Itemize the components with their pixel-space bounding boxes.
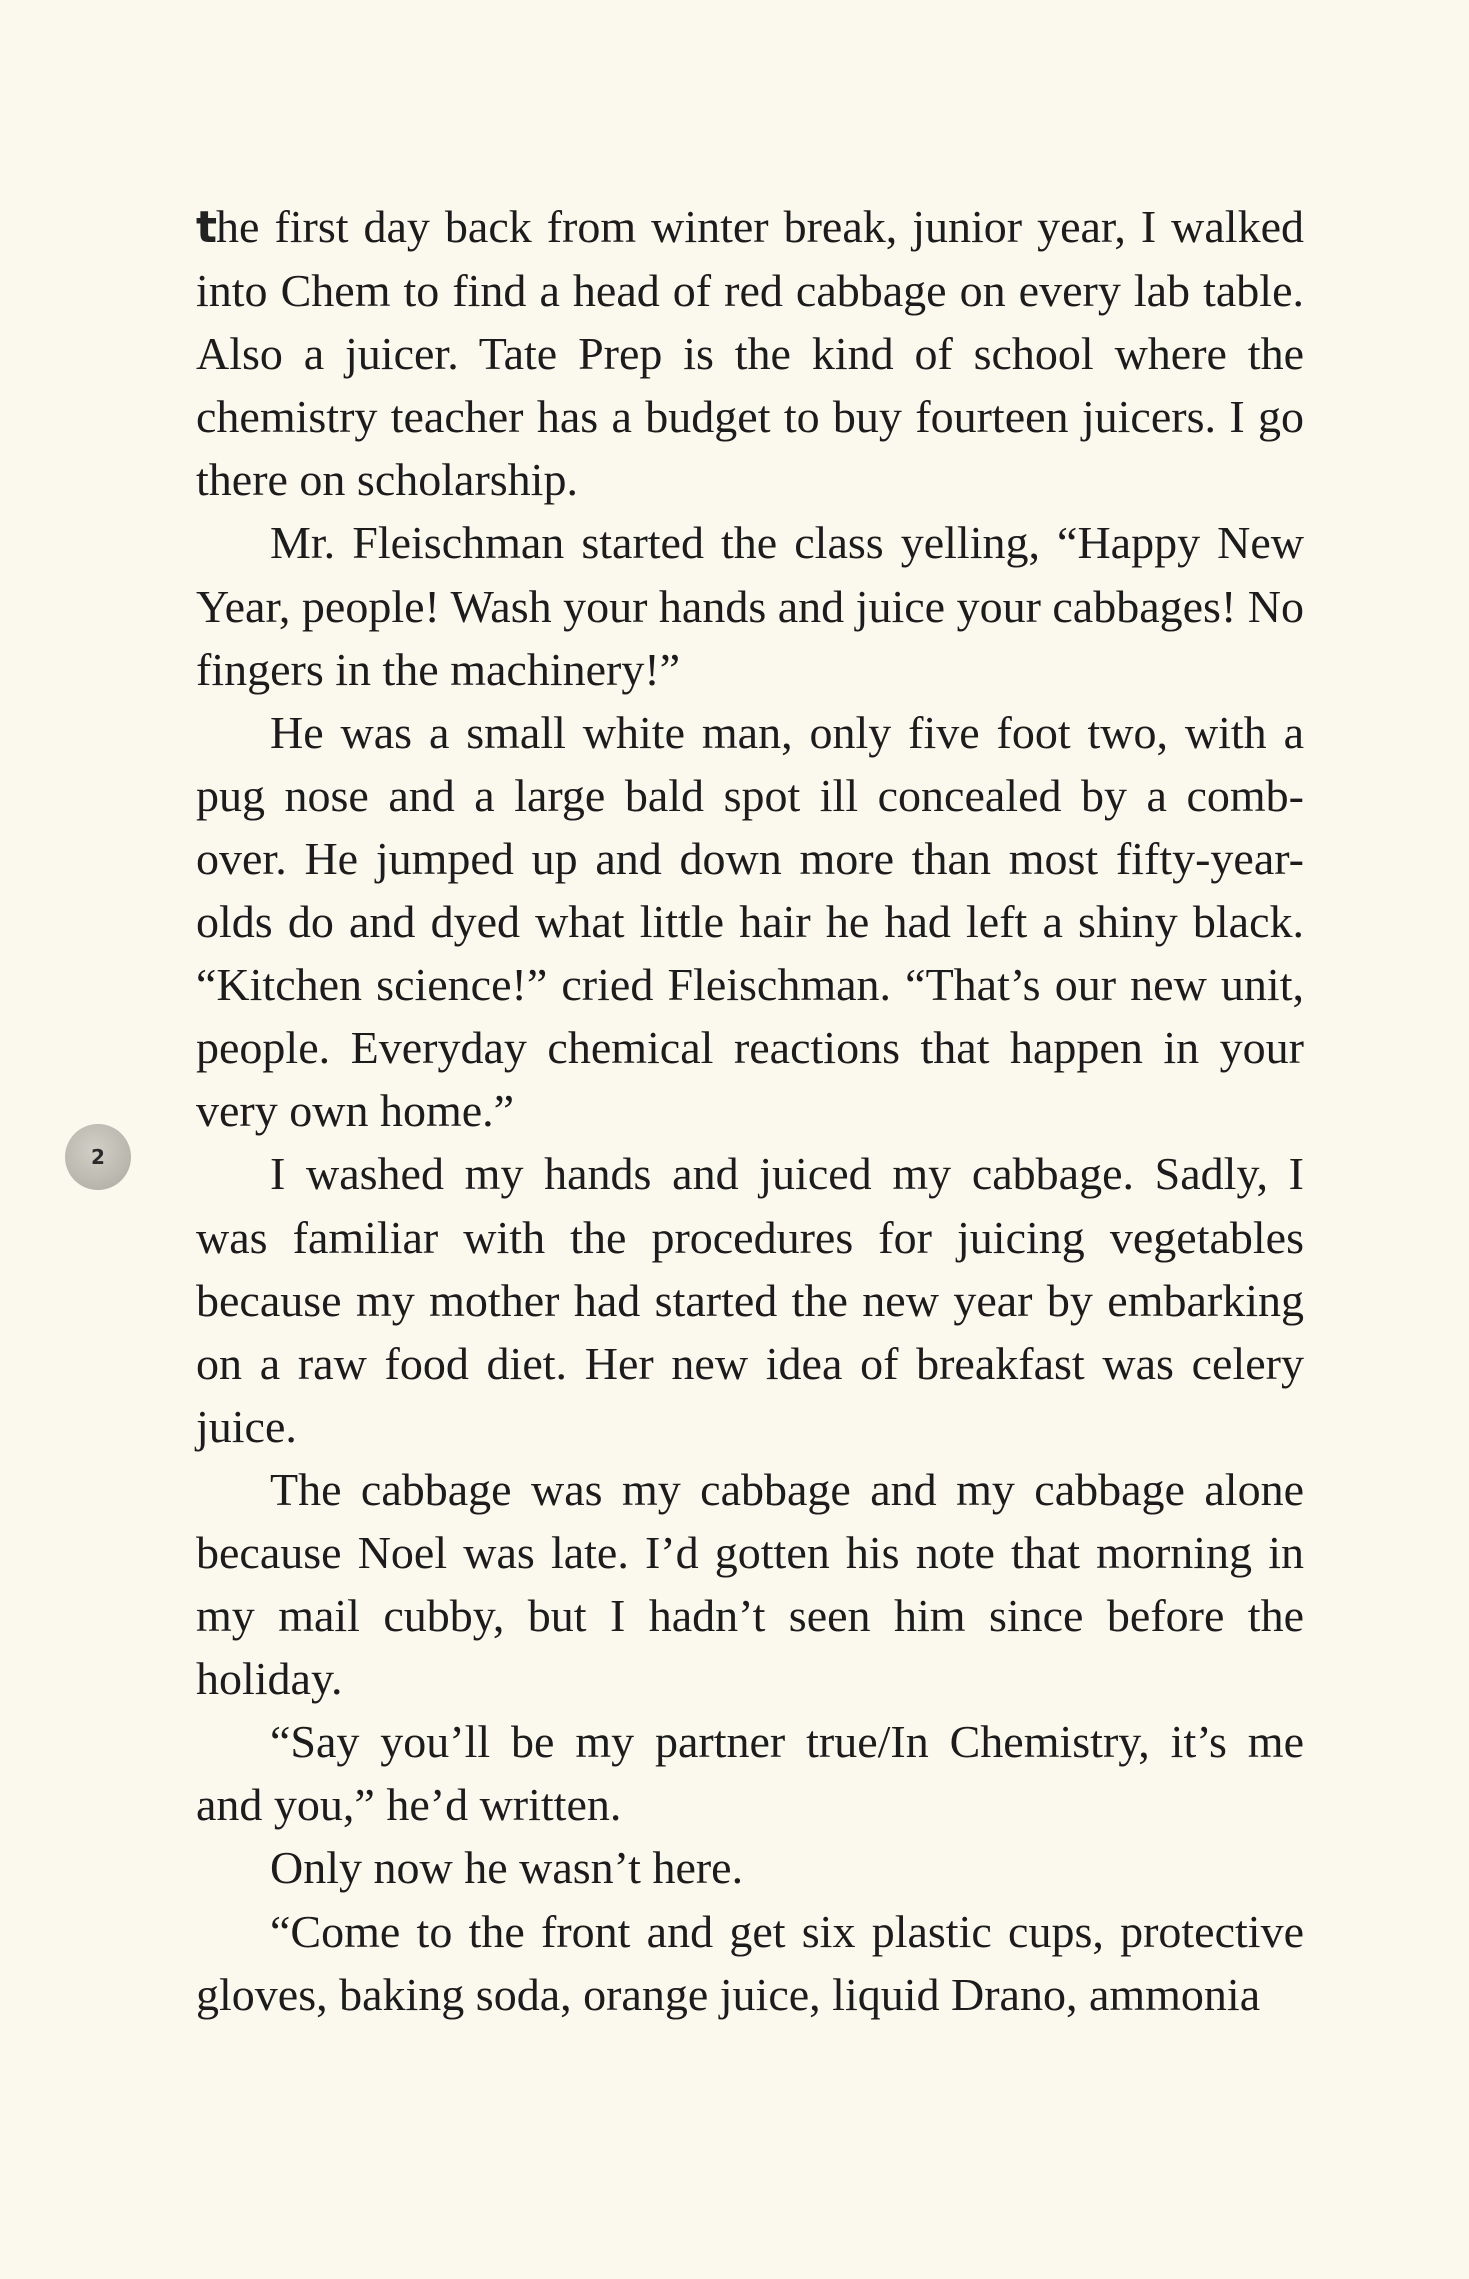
page-number: 2 bbox=[91, 1145, 105, 1169]
paragraph-8: “Come to the front and get six plastic cups, protective gloves, baking soda, orange juice, liquid Drano, ammonia bbox=[196, 1905, 1304, 2020]
paragraph-4: I washed my hands and juiced my cabbage. Sadly, I was familiar with the procedures for juicing vegetables because my mother had started the new year by embarking on a raw food diet. Her new idea of breakfast was celery juice. bbox=[196, 1148, 1304, 1452]
paragraph-1 bbox=[196, 195, 1304, 511]
paragraph-7: Only now he wasn’t here. bbox=[270, 1842, 744, 1894]
paragraph-5: The cabbage was my cabbage and my cabbage alone because Noel was late. I’d gotten his note that morning in my mail cubby, but I hadn’t seen him since before the holiday. bbox=[196, 1463, 1304, 1705]
page-number-badge bbox=[65, 1124, 131, 1190]
paragraph-3: He was a small white man, only five foot two, with a pug nose and a large bald spot ill concealed by a comb-over. He jumped up and down more than most fifty-year-olds do and dyed what little hair he had left a shiny black. “Kitchen science!” cried Fleischman. “That’s our new unit, people. Everyday chemical reactions that happen in your very own home.” bbox=[196, 706, 1304, 1137]
drop-cap: t bbox=[196, 202, 217, 253]
paragraph-1-text: he first day back from winter break, junior year, I walked into Chem to find a head of red cabbage on every lab table. Also a juicer. Tate Prep is the kind of school where the chemistry teacher has a budget to buy fourteen juicers. I go there on scholarship. bbox=[196, 201, 1304, 506]
paragraph-2: Mr. Fleischman started the class yelling, “Happy New Year, people! Wash your hands and juice your cabbages! No fingers in the machinery!” bbox=[196, 517, 1304, 695]
paragraph-6: “Say you’ll be my partner true/In Chemistry, it’s me and you,” he’d written. bbox=[196, 1716, 1304, 1831]
body-text bbox=[196, 195, 1304, 2026]
